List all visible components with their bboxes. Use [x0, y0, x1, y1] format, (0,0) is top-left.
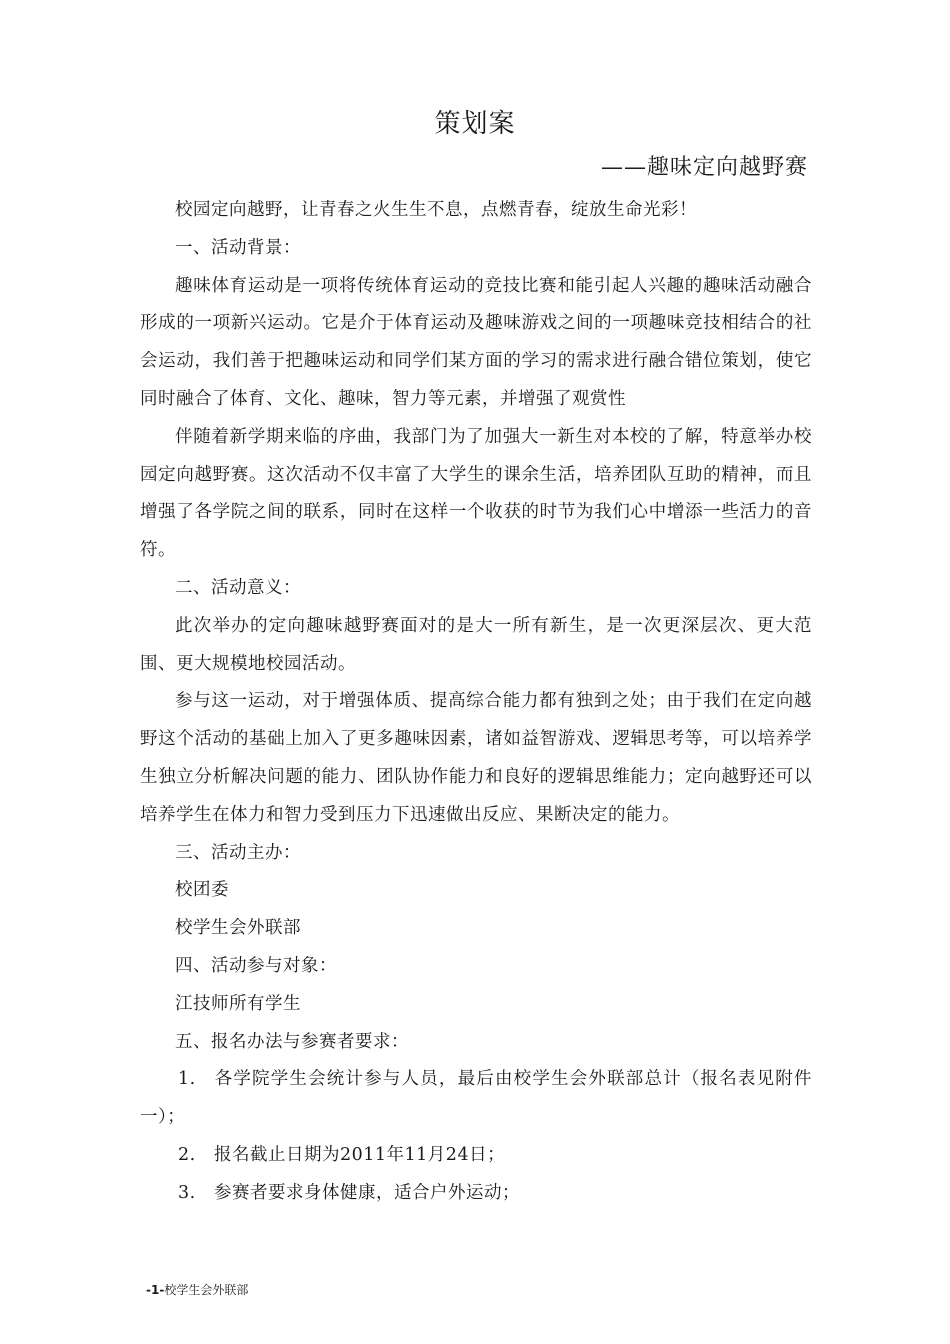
list-item	[140, 1061, 812, 1137]
paragraph-background-1: 趣味体育运动是一项将传统体育运动的竞技比赛和能引起人兴趣的趣味活动融合形成的一项新兴运动。它是介于体育运动及趣味游戏之间的一项趣味竞技相结合的社会运动，我们善于把趣味运动和同学们某方面的学习的需求进行融合错位策划，使它同时融合了体育、文化、趣味，智力等元素，并增强了观赏性	[140, 275, 812, 409]
footer-org: 校学生会外联部	[164, 1283, 249, 1297]
document-title: 策划案	[434, 109, 516, 139]
document-subtitle: ——趣味定向越野赛	[600, 155, 808, 180]
list-item	[140, 1137, 812, 1175]
page-number: -1-	[146, 1283, 165, 1297]
list-text: 各学院学生会统计参与人员，最后由校学生会外联部总计（报名表见附件一）；	[140, 1069, 812, 1128]
section-heading-background: 一、活动背景：	[175, 237, 301, 258]
document-body	[140, 192, 812, 1213]
list-item	[140, 1175, 812, 1213]
paragraph-significance-2: 参与这一运动，对于增强体质、提高综合能力都有独到之处；由于我们在定向越野这个活动的基础上加入了更多趣味因素，诸如益智游戏、逻辑思考等，可以培养学生独立分析解决问题的能力、团队协作能力和良好的逻辑思维能力；定向越野还可以培养学生在体力和智力受到压力下迅速做出反应、果断决定的能力。	[140, 691, 812, 825]
list-number: 3.	[178, 1182, 196, 1203]
page-footer	[146, 1282, 248, 1298]
section-heading-participants: 四、活动参与对象：	[175, 955, 337, 976]
list-number: 2.	[178, 1144, 196, 1165]
section-heading-organizer: 三、活动主办：	[175, 842, 301, 863]
paragraph-background-2: 伴随着新学期来临的序曲，我部门为了加强大一新生对本校的了解，特意举办校园定向越野赛。这次活动不仅丰富了大学生的课余生活，培养团队互助的精神，而且增强了各学院之间的联系，同时在这样一个收获的时节为我们心中增添一些活力的音符。	[140, 426, 812, 561]
list-text: 参赛者要求身体健康，适合户外运动；	[214, 1182, 520, 1203]
organizer-1: 校团委	[175, 880, 229, 901]
list-number: 1.	[178, 1069, 196, 1090]
section-heading-significance: 二、活动意义：	[175, 577, 301, 598]
participants: 江技师所有学生	[175, 993, 301, 1014]
list-text: 报名截止日期为2011年11月24日；	[214, 1144, 506, 1165]
intro-paragraph: 校园定向越野，让青春之火生生不息，点燃青春，绽放生命光彩！	[175, 200, 697, 220]
section-heading-registration: 五、报名办法与参赛者要求：	[175, 1031, 409, 1052]
organizer-2: 校学生会外联部	[175, 918, 301, 939]
paragraph-significance-1: 此次举办的定向趣味越野赛面对的是大一所有新生，是一次更深层次、更大范围、更大规模地校园活动。	[140, 615, 812, 674]
